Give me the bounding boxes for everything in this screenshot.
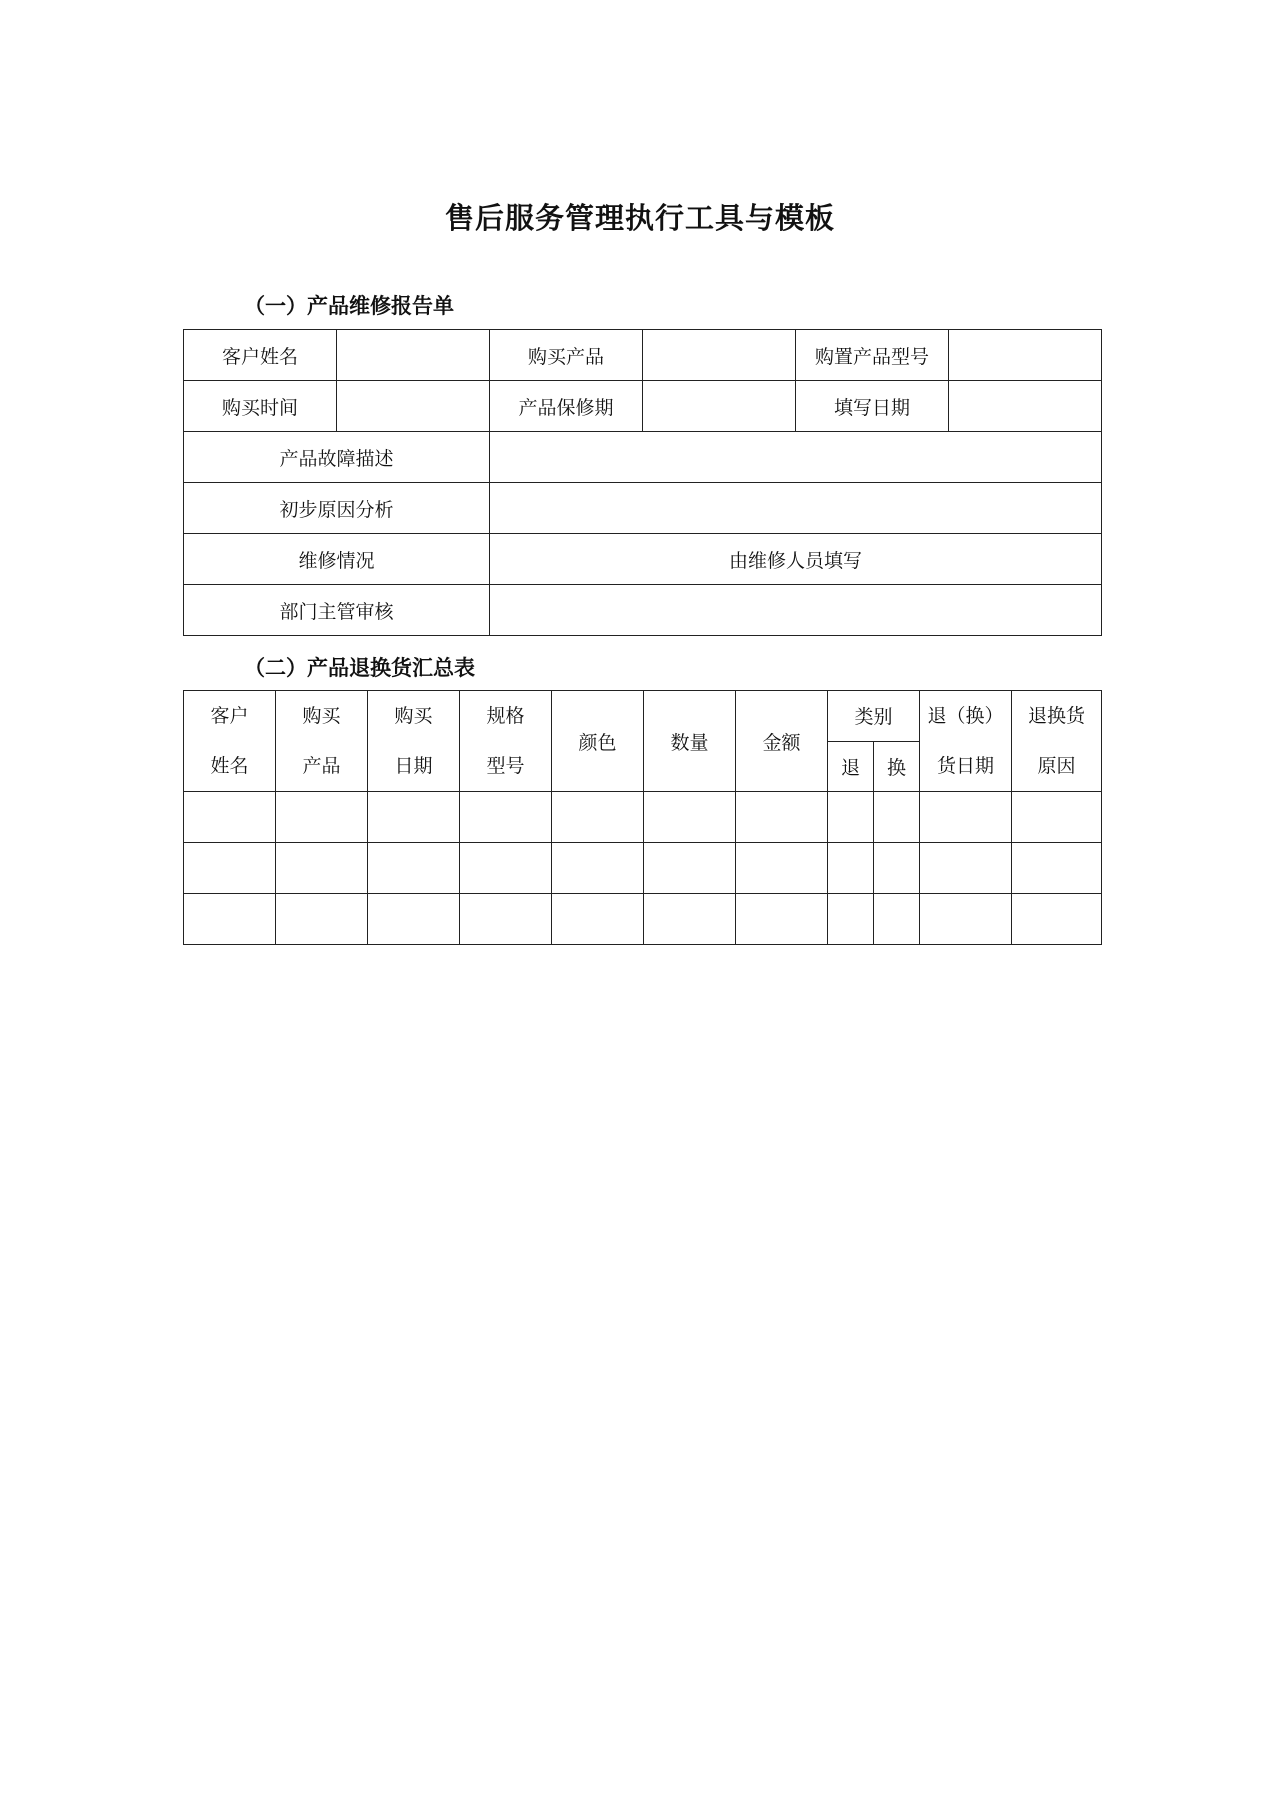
- table-cell[interactable]: [828, 894, 874, 945]
- table-cell[interactable]: [736, 792, 828, 843]
- table-cell[interactable]: [736, 894, 828, 945]
- label-repair-status: 维修情况: [184, 534, 490, 585]
- header-color: 颜色: [552, 691, 644, 792]
- table-cell[interactable]: [1012, 894, 1102, 945]
- table-row: [184, 432, 1102, 483]
- label-purchased-product: 购买产品: [490, 330, 643, 381]
- table-cell[interactable]: [1012, 792, 1102, 843]
- label-warranty: 产品保修期: [490, 381, 643, 432]
- table-cell[interactable]: [276, 843, 368, 894]
- table-cell[interactable]: [1012, 843, 1102, 894]
- table-cell[interactable]: [874, 792, 920, 843]
- field-warranty[interactable]: [643, 381, 796, 432]
- page-title: 售后服务管理执行工具与模板: [444, 201, 835, 235]
- header-return-date: 退（换） 货日期: [920, 691, 1012, 792]
- field-repair-status[interactable]: 由维修人员填写: [490, 534, 1102, 585]
- returns-summary-table: [183, 690, 1102, 945]
- table-cell[interactable]: [644, 894, 736, 945]
- header-amount: 金额: [736, 691, 828, 792]
- header-return-reason: 退换货 原因: [1012, 691, 1102, 792]
- table-cell[interactable]: [460, 843, 552, 894]
- header-category: 类别: [828, 691, 920, 742]
- table-cell[interactable]: [828, 792, 874, 843]
- header-customer-name: 客户 姓名: [184, 691, 276, 792]
- table-cell[interactable]: [460, 894, 552, 945]
- label-purchase-time: 购买时间: [184, 381, 337, 432]
- table-row: [184, 483, 1102, 534]
- repair-report-table: [183, 329, 1102, 636]
- label-product-model: 购置产品型号: [796, 330, 949, 381]
- table-row: [184, 330, 1102, 381]
- table-cell[interactable]: [920, 843, 1012, 894]
- table-cell[interactable]: [828, 843, 874, 894]
- field-cause-analysis[interactable]: [490, 483, 1102, 534]
- table-row: [184, 843, 1102, 894]
- table-cell[interactable]: [552, 843, 644, 894]
- header-spec-model: 规格 型号: [460, 691, 552, 792]
- table-cell[interactable]: [874, 843, 920, 894]
- table-row: [184, 381, 1102, 432]
- label-fill-date: 填写日期: [796, 381, 949, 432]
- label-fault-description: 产品故障描述: [184, 432, 490, 483]
- section-title-repair-report: （一）产品维修报告单: [244, 293, 454, 318]
- header-purchased-product: 购买 产品: [276, 691, 368, 792]
- header-category-exchange: 换: [874, 741, 920, 792]
- field-fault-description[interactable]: [490, 432, 1102, 483]
- table-cell[interactable]: [368, 894, 460, 945]
- label-manager-review: 部门主管审核: [184, 585, 490, 636]
- label-cause-analysis: 初步原因分析: [184, 483, 490, 534]
- table-cell[interactable]: [368, 792, 460, 843]
- table-cell[interactable]: [920, 792, 1012, 843]
- field-manager-review[interactable]: [490, 585, 1102, 636]
- header-category-return: 退: [828, 741, 874, 792]
- field-purchased-product[interactable]: [643, 330, 796, 381]
- table-cell[interactable]: [184, 843, 276, 894]
- table-cell[interactable]: [874, 894, 920, 945]
- table-cell[interactable]: [552, 894, 644, 945]
- table-cell[interactable]: [368, 843, 460, 894]
- table-cell[interactable]: [184, 894, 276, 945]
- table-cell[interactable]: [552, 792, 644, 843]
- header-row: [184, 691, 1102, 742]
- table-cell[interactable]: [276, 792, 368, 843]
- header-purchase-date: 购买 日期: [368, 691, 460, 792]
- field-purchase-time[interactable]: [337, 381, 490, 432]
- table-cell[interactable]: [184, 792, 276, 843]
- table-row: [184, 585, 1102, 636]
- table-cell[interactable]: [644, 843, 736, 894]
- label-customer-name: 客户姓名: [184, 330, 337, 381]
- table-cell[interactable]: [276, 894, 368, 945]
- field-customer-name[interactable]: [337, 330, 490, 381]
- table-row: [184, 792, 1102, 843]
- table-cell[interactable]: [920, 894, 1012, 945]
- table-cell[interactable]: [460, 792, 552, 843]
- field-product-model[interactable]: [949, 330, 1102, 381]
- table-row: [184, 894, 1102, 945]
- table-cell[interactable]: [644, 792, 736, 843]
- header-quantity: 数量: [644, 691, 736, 792]
- table-cell[interactable]: [736, 843, 828, 894]
- field-fill-date[interactable]: [949, 381, 1102, 432]
- section-title-returns-summary: （二）产品退换货汇总表: [244, 655, 475, 680]
- table-row: [184, 534, 1102, 585]
